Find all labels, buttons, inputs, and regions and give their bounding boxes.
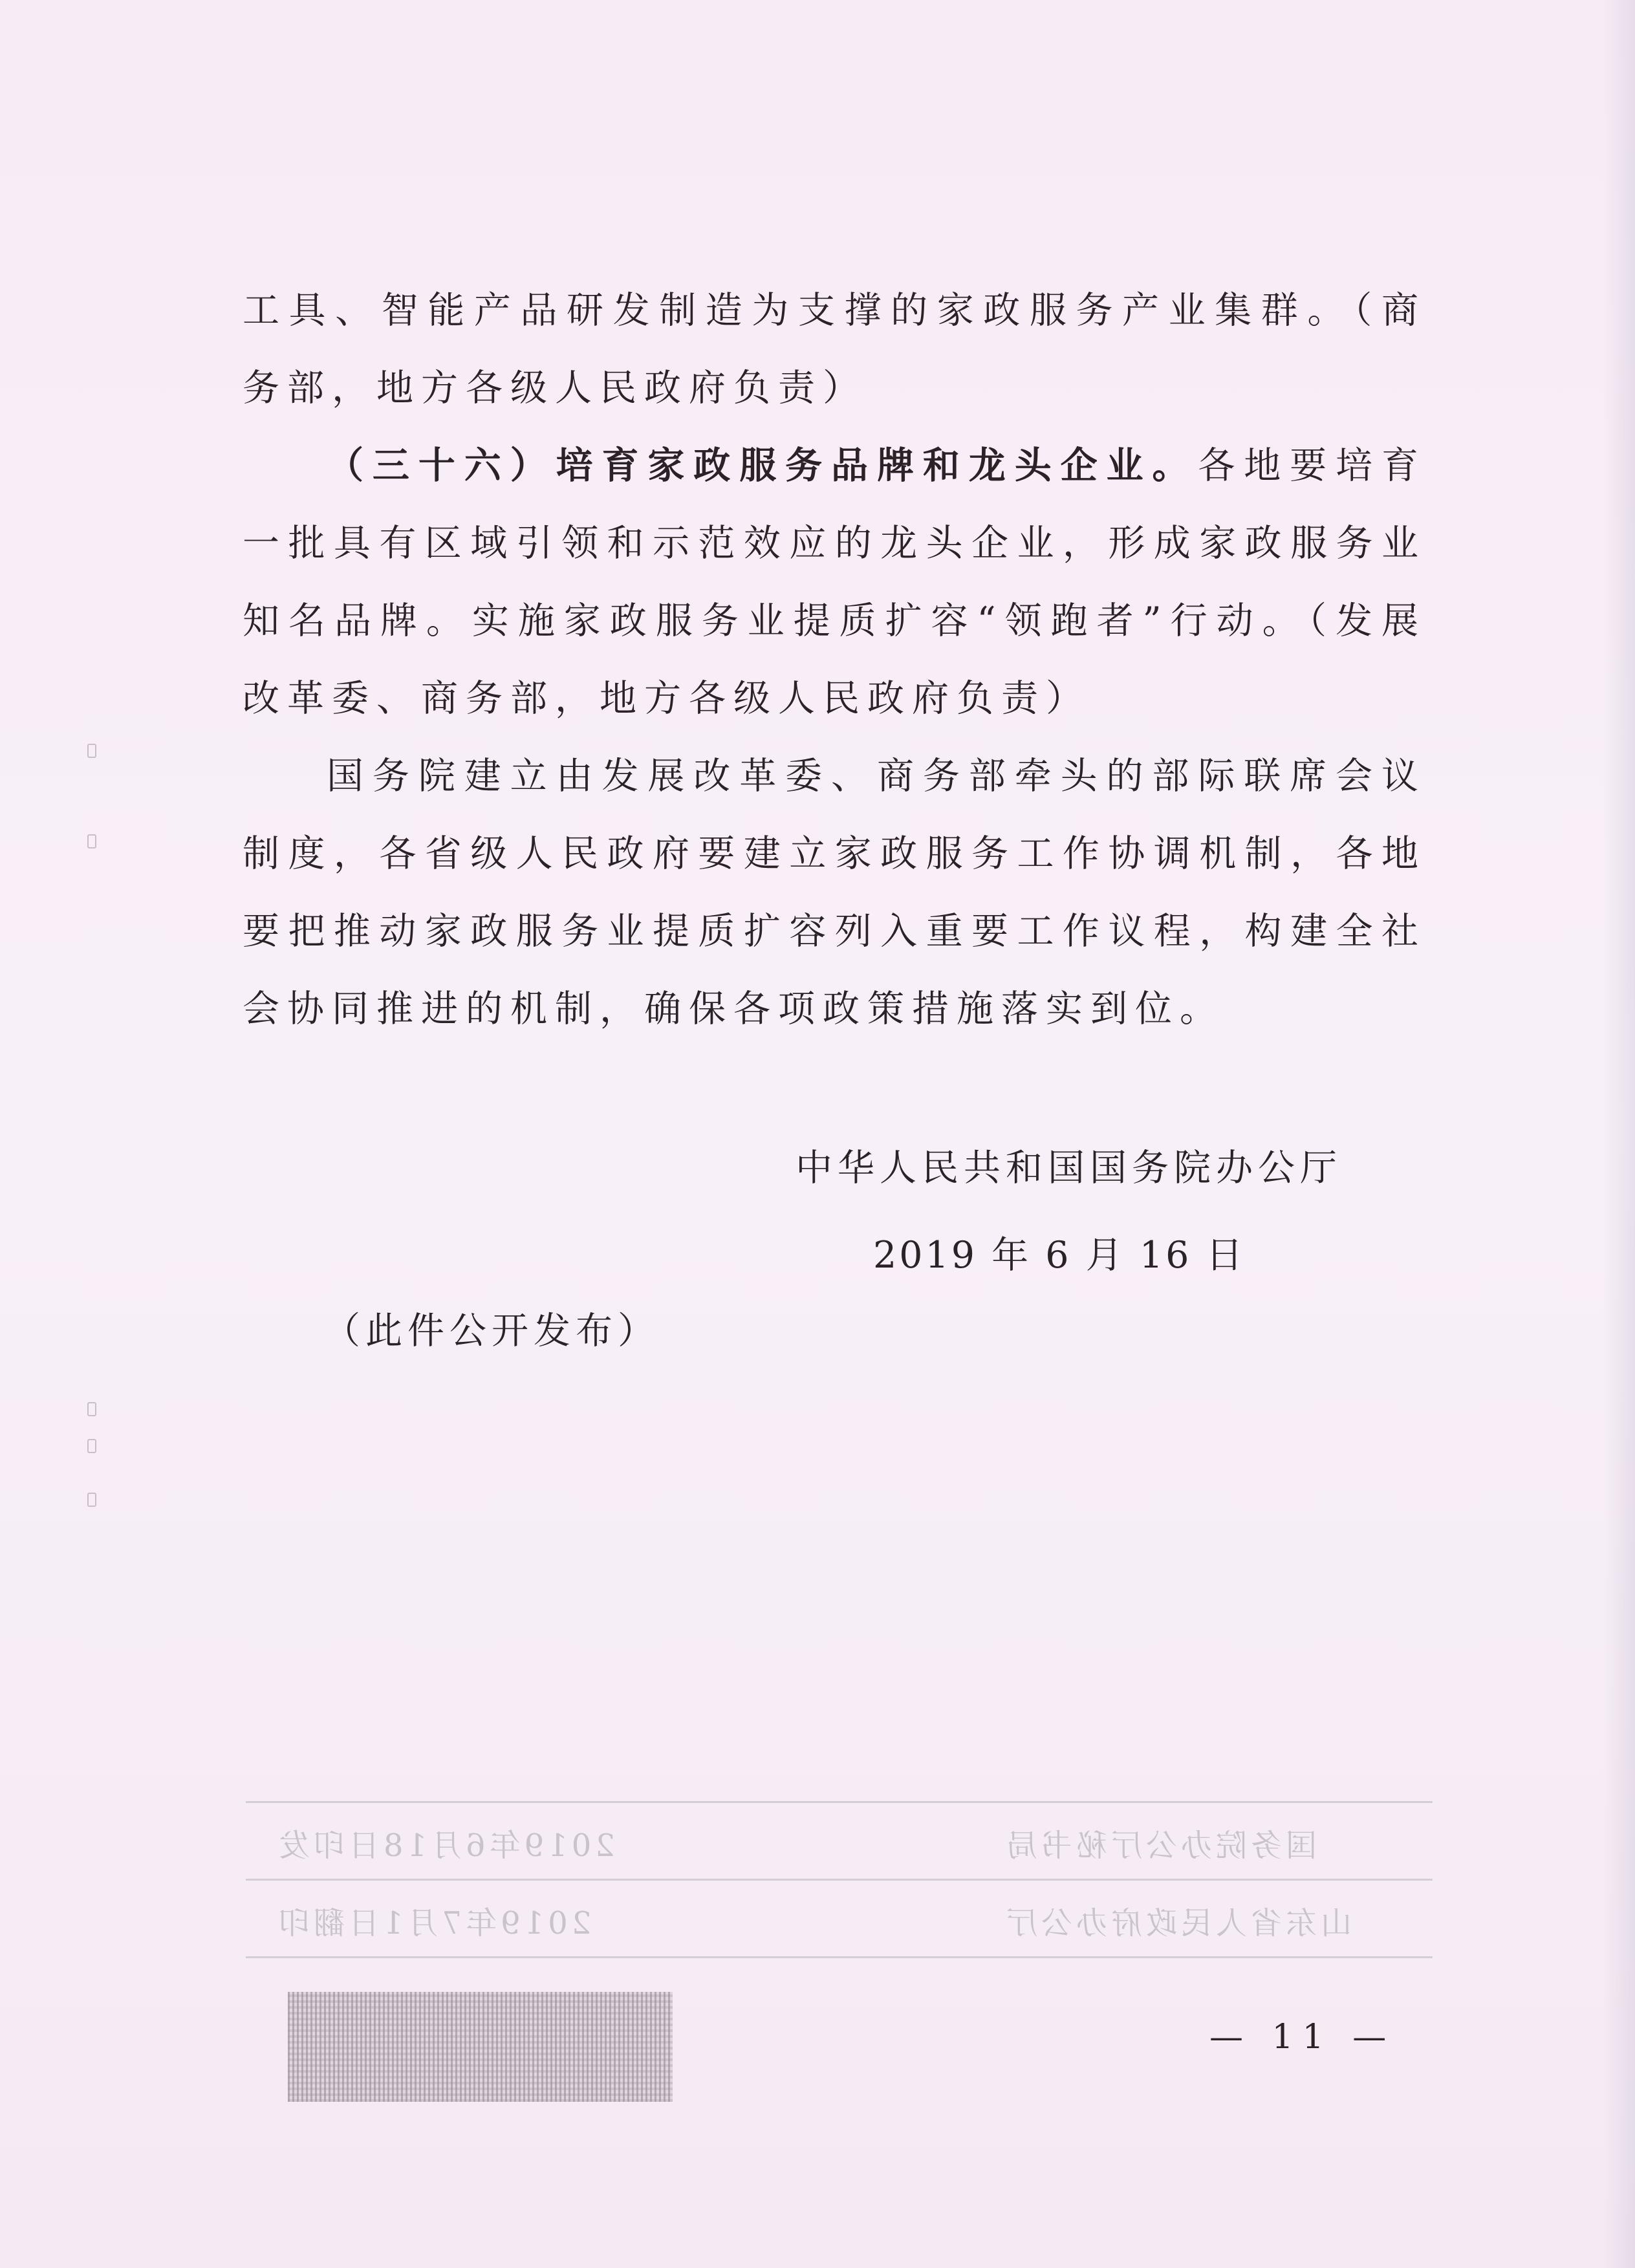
barcode-image xyxy=(288,1992,673,2102)
footer-rule-middle xyxy=(246,1879,1433,1881)
footer-reprint-date: 2019年7月1日翻印 xyxy=(275,1905,592,1941)
binding-hole-mark xyxy=(87,1493,96,1507)
paragraph-2-body: 各地要培育一批具有区域引领和示范效应的龙头企业，形成家政服务业知名品牌。实施家政服务业提质扩容“领跑者”行动。（发展改革委、商务部，地方各级人民政府负责） xyxy=(243,444,1427,720)
issue-date: 2019 年 6 月 16 日 xyxy=(873,1234,1246,1277)
paragraph-3: 国务院建立由发展改革委、商务部牵头的部际联席会议制度，各省级人民政府要建立家政服务工作协调机制，各地要把推动家政服务业提质扩容列入重要工作议程，构建全社会协同推进的机制，确保各项政策措施落实到位。 xyxy=(243,755,1426,1030)
issuer-signature: 中华人民共和国国务院办公厅 xyxy=(796,1147,1342,1189)
binding-hole-mark xyxy=(87,1439,96,1453)
footer-rule-top xyxy=(246,1801,1433,1803)
binding-hole-mark xyxy=(87,744,96,758)
footer-issuing-office: 国务院办公厅秘书局 xyxy=(1002,1828,1317,1864)
footer-rule-bottom xyxy=(246,1956,1433,1958)
binding-hole-mark xyxy=(87,1402,96,1416)
paragraph-1: 工具、智能产品研发制造为支撑的家政服务产业集群。（商务部，地方各级人民政府负责） xyxy=(243,289,1426,409)
footer-reprint-office: 山东省人民政府办公厅 xyxy=(1002,1905,1352,1941)
paragraph-2 xyxy=(243,427,1426,737)
page-number: — 11 — xyxy=(1209,2018,1396,2057)
public-release-note: （此件公开发布） xyxy=(323,1310,660,1352)
binding-hole-mark xyxy=(87,834,96,848)
paragraph-2-heading: （三十六）培育家政服务品牌和龙头企业。 xyxy=(327,444,1198,487)
footer-print-date: 2019年6月18日印发 xyxy=(275,1828,615,1864)
page-edge-shadow xyxy=(1603,0,1635,2268)
